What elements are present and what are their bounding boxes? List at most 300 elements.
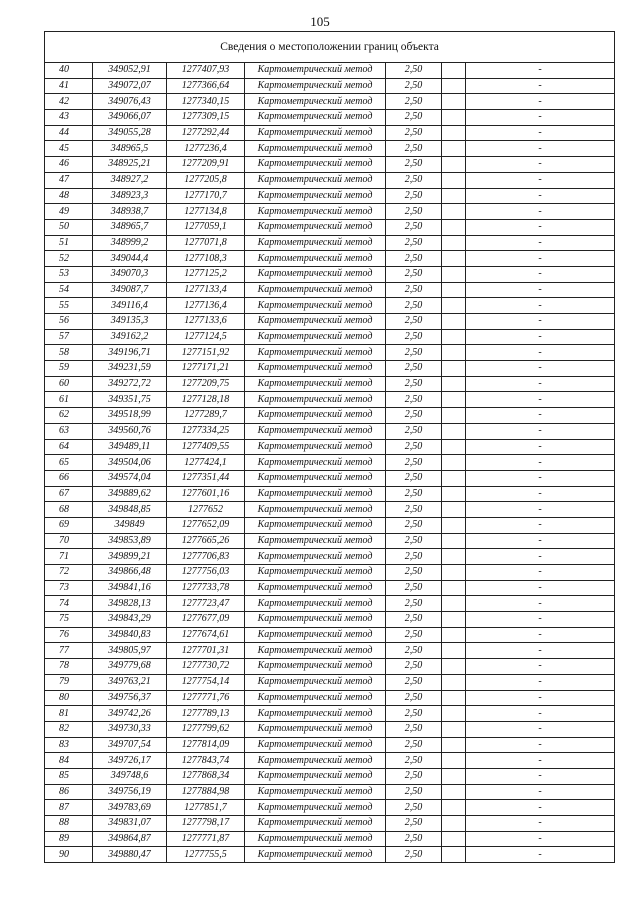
method-cell: Картометрический метод xyxy=(245,78,386,94)
coordinate-y-cell: 1277424,1 xyxy=(167,455,245,471)
method-cell: Картометрический метод xyxy=(245,643,386,659)
coordinate-x-cell: 349560,76 xyxy=(93,423,167,439)
page-number: 105 xyxy=(310,14,330,29)
table-row xyxy=(45,784,615,800)
method-cell: Картометрический метод xyxy=(245,408,386,424)
coordinate-y-cell: 1277756,03 xyxy=(167,565,245,581)
coordinate-x-cell: 348938,7 xyxy=(93,204,167,220)
point-description-cell xyxy=(442,235,466,251)
accuracy-cell: 2,50 xyxy=(386,439,442,455)
note-cell: - xyxy=(466,251,615,267)
coordinate-y-cell: 1277292,44 xyxy=(167,125,245,141)
accuracy-cell: 2,50 xyxy=(386,204,442,220)
table-row xyxy=(45,565,615,581)
point-number-cell: 59 xyxy=(45,361,93,377)
method-cell: Картометрический метод xyxy=(245,565,386,581)
note-cell: - xyxy=(466,612,615,628)
note-cell: - xyxy=(466,361,615,377)
point-number-cell: 86 xyxy=(45,784,93,800)
accuracy-cell: 2,50 xyxy=(386,345,442,361)
table-row xyxy=(45,157,615,173)
coordinate-y-cell: 1277733,78 xyxy=(167,580,245,596)
method-cell: Картометрический метод xyxy=(245,486,386,502)
coordinate-x-cell: 349707,54 xyxy=(93,737,167,753)
note-cell: - xyxy=(466,486,615,502)
method-cell: Картометрический метод xyxy=(245,533,386,549)
note-cell: - xyxy=(466,721,615,737)
accuracy-cell: 2,50 xyxy=(386,533,442,549)
note-cell: - xyxy=(466,800,615,816)
accuracy-cell: 2,50 xyxy=(386,329,442,345)
point-number-cell: 54 xyxy=(45,282,93,298)
table-row xyxy=(45,690,615,706)
method-cell: Картометрический метод xyxy=(245,816,386,832)
point-number-cell: 90 xyxy=(45,847,93,863)
method-cell: Картометрический метод xyxy=(245,800,386,816)
accuracy-cell: 2,50 xyxy=(386,580,442,596)
table-row xyxy=(45,329,615,345)
method-cell: Картометрический метод xyxy=(245,251,386,267)
coordinate-x-cell: 349135,3 xyxy=(93,314,167,330)
note-cell: - xyxy=(466,784,615,800)
table-row xyxy=(45,219,615,235)
coordinate-x-cell: 349116,4 xyxy=(93,298,167,314)
coordinate-y-cell: 1277723,47 xyxy=(167,596,245,612)
table-row xyxy=(45,816,615,832)
point-number-cell: 78 xyxy=(45,659,93,675)
table-row xyxy=(45,831,615,847)
table-row xyxy=(45,94,615,110)
note-cell: - xyxy=(466,314,615,330)
table-title: Сведения о местоположении границ объекта xyxy=(45,32,615,63)
method-cell: Картометрический метод xyxy=(245,753,386,769)
coordinate-y-cell: 1277133,4 xyxy=(167,282,245,298)
method-cell: Картометрический метод xyxy=(245,282,386,298)
coordinate-x-cell: 349055,28 xyxy=(93,125,167,141)
table-row xyxy=(45,78,615,94)
note-cell: - xyxy=(466,690,615,706)
method-cell: Картометрический метод xyxy=(245,204,386,220)
coordinate-x-cell: 349070,3 xyxy=(93,266,167,282)
coordinate-x-cell: 349087,7 xyxy=(93,282,167,298)
coordinate-x-cell: 348999,2 xyxy=(93,235,167,251)
note-cell: - xyxy=(466,125,615,141)
point-number-cell: 66 xyxy=(45,470,93,486)
method-cell: Картометрический метод xyxy=(245,423,386,439)
table-row xyxy=(45,235,615,251)
coordinate-x-cell: 349843,29 xyxy=(93,612,167,628)
method-cell: Картометрический метод xyxy=(245,345,386,361)
point-number-cell: 89 xyxy=(45,831,93,847)
method-cell: Картометрический метод xyxy=(245,831,386,847)
method-cell: Картометрический метод xyxy=(245,141,386,157)
point-description-cell xyxy=(442,800,466,816)
table-row xyxy=(45,423,615,439)
table-row xyxy=(45,549,615,565)
point-number-cell: 68 xyxy=(45,502,93,518)
coordinate-y-cell: 1277236,4 xyxy=(167,141,245,157)
method-cell: Картометрический метод xyxy=(245,157,386,173)
accuracy-cell: 2,50 xyxy=(386,627,442,643)
point-number-cell: 41 xyxy=(45,78,93,94)
coordinate-y-cell: 1277851,7 xyxy=(167,800,245,816)
coordinate-y-cell: 1277209,75 xyxy=(167,376,245,392)
point-number-cell: 76 xyxy=(45,627,93,643)
method-cell: Картометрический метод xyxy=(245,502,386,518)
coordinate-y-cell: 1277652,09 xyxy=(167,517,245,533)
point-description-cell xyxy=(442,188,466,204)
table-row xyxy=(45,439,615,455)
accuracy-cell: 2,50 xyxy=(386,110,442,126)
accuracy-cell: 2,50 xyxy=(386,800,442,816)
coordinate-x-cell: 349351,75 xyxy=(93,392,167,408)
note-cell: - xyxy=(466,816,615,832)
note-cell: - xyxy=(466,517,615,533)
point-description-cell xyxy=(442,78,466,94)
coordinate-x-cell: 349052,91 xyxy=(93,63,167,79)
method-cell: Картометрический метод xyxy=(245,517,386,533)
accuracy-cell: 2,50 xyxy=(386,847,442,863)
table-row xyxy=(45,345,615,361)
note-cell: - xyxy=(466,282,615,298)
point-description-cell xyxy=(442,643,466,659)
coordinate-x-cell: 349756,19 xyxy=(93,784,167,800)
coordinate-x-cell: 349730,33 xyxy=(93,721,167,737)
point-number-cell: 79 xyxy=(45,674,93,690)
point-number-cell: 46 xyxy=(45,157,93,173)
accuracy-cell: 2,50 xyxy=(386,282,442,298)
table-row xyxy=(45,110,615,126)
method-cell: Картометрический метод xyxy=(245,235,386,251)
coordinate-y-cell: 1277340,15 xyxy=(167,94,245,110)
point-description-cell xyxy=(442,172,466,188)
accuracy-cell: 2,50 xyxy=(386,753,442,769)
accuracy-cell: 2,50 xyxy=(386,314,442,330)
coordinate-x-cell: 349076,43 xyxy=(93,94,167,110)
coordinate-y-cell: 1277125,2 xyxy=(167,266,245,282)
note-cell: - xyxy=(466,188,615,204)
accuracy-cell: 2,50 xyxy=(386,721,442,737)
point-number-cell: 47 xyxy=(45,172,93,188)
accuracy-cell: 2,50 xyxy=(386,549,442,565)
method-cell: Картометрический метод xyxy=(245,470,386,486)
point-description-cell xyxy=(442,674,466,690)
accuracy-cell: 2,50 xyxy=(386,392,442,408)
point-number-cell: 85 xyxy=(45,768,93,784)
note-cell: - xyxy=(466,659,615,675)
point-description-cell xyxy=(442,847,466,863)
coordinate-x-cell: 349864,87 xyxy=(93,831,167,847)
coordinate-x-cell: 349763,21 xyxy=(93,674,167,690)
point-description-cell xyxy=(442,282,466,298)
coordinate-y-cell: 1277289,7 xyxy=(167,408,245,424)
accuracy-cell: 2,50 xyxy=(386,251,442,267)
point-number-cell: 61 xyxy=(45,392,93,408)
coordinate-x-cell: 349748,6 xyxy=(93,768,167,784)
point-description-cell xyxy=(442,345,466,361)
table-row xyxy=(45,737,615,753)
note-cell: - xyxy=(466,329,615,345)
coordinate-x-cell: 348965,5 xyxy=(93,141,167,157)
accuracy-cell: 2,50 xyxy=(386,502,442,518)
accuracy-cell: 2,50 xyxy=(386,643,442,659)
method-cell: Картометрический метод xyxy=(245,298,386,314)
note-cell: - xyxy=(466,768,615,784)
note-cell: - xyxy=(466,298,615,314)
coordinate-x-cell: 349504,06 xyxy=(93,455,167,471)
note-cell: - xyxy=(466,502,615,518)
coordinate-x-cell: 349899,21 xyxy=(93,549,167,565)
accuracy-cell: 2,50 xyxy=(386,125,442,141)
point-description-cell xyxy=(442,549,466,565)
coordinate-y-cell: 1277151,92 xyxy=(167,345,245,361)
coordinate-x-cell: 349779,68 xyxy=(93,659,167,675)
point-number-cell: 88 xyxy=(45,816,93,832)
method-cell: Картометрический метод xyxy=(245,172,386,188)
method-cell: Картометрический метод xyxy=(245,768,386,784)
method-cell: Картометрический метод xyxy=(245,392,386,408)
table-row xyxy=(45,612,615,628)
point-description-cell xyxy=(442,455,466,471)
accuracy-cell: 2,50 xyxy=(386,596,442,612)
coordinate-x-cell: 349196,71 xyxy=(93,345,167,361)
method-cell: Картометрический метод xyxy=(245,596,386,612)
accuracy-cell: 2,50 xyxy=(386,408,442,424)
table-row xyxy=(45,533,615,549)
accuracy-cell: 2,50 xyxy=(386,94,442,110)
point-number-cell: 87 xyxy=(45,800,93,816)
point-description-cell xyxy=(442,251,466,267)
coordinate-x-cell: 349066,07 xyxy=(93,110,167,126)
table-row xyxy=(45,282,615,298)
coordinate-x-cell: 349162,2 xyxy=(93,329,167,345)
table-row xyxy=(45,643,615,659)
coordinate-x-cell: 349831,07 xyxy=(93,816,167,832)
point-number-cell: 84 xyxy=(45,753,93,769)
point-description-cell xyxy=(442,470,466,486)
point-number-cell: 77 xyxy=(45,643,93,659)
point-number-cell: 45 xyxy=(45,141,93,157)
coordinate-x-cell: 349742,26 xyxy=(93,706,167,722)
coordinate-y-cell: 1277798,17 xyxy=(167,816,245,832)
coordinate-x-cell: 349866,48 xyxy=(93,565,167,581)
note-cell: - xyxy=(466,392,615,408)
point-description-cell xyxy=(442,612,466,628)
table-row xyxy=(45,768,615,784)
point-number-cell: 75 xyxy=(45,612,93,628)
note-cell: - xyxy=(466,219,615,235)
coordinate-x-cell: 349756,37 xyxy=(93,690,167,706)
point-description-cell xyxy=(442,768,466,784)
point-number-cell: 72 xyxy=(45,565,93,581)
method-cell: Картометрический метод xyxy=(245,674,386,690)
coordinate-x-cell: 349840,83 xyxy=(93,627,167,643)
note-cell: - xyxy=(466,94,615,110)
coordinate-x-cell: 349880,47 xyxy=(93,847,167,863)
table-row xyxy=(45,266,615,282)
point-number-cell: 73 xyxy=(45,580,93,596)
note-cell: - xyxy=(466,847,615,863)
table-row xyxy=(45,502,615,518)
accuracy-cell: 2,50 xyxy=(386,235,442,251)
method-cell: Картометрический метод xyxy=(245,737,386,753)
coordinate-y-cell: 1277843,74 xyxy=(167,753,245,769)
coordinate-y-cell: 1277409,55 xyxy=(167,439,245,455)
point-description-cell xyxy=(442,565,466,581)
point-description-cell xyxy=(442,659,466,675)
point-description-cell xyxy=(442,408,466,424)
note-cell: - xyxy=(466,172,615,188)
point-description-cell xyxy=(442,690,466,706)
accuracy-cell: 2,50 xyxy=(386,188,442,204)
point-description-cell xyxy=(442,737,466,753)
point-description-cell xyxy=(442,753,466,769)
point-description-cell xyxy=(442,423,466,439)
accuracy-cell: 2,50 xyxy=(386,470,442,486)
accuracy-cell: 2,50 xyxy=(386,517,442,533)
table-row xyxy=(45,298,615,314)
table-row xyxy=(45,376,615,392)
coordinate-x-cell: 349828,13 xyxy=(93,596,167,612)
note-cell: - xyxy=(466,565,615,581)
table-row xyxy=(45,172,615,188)
point-number-cell: 42 xyxy=(45,94,93,110)
coordinate-y-cell: 1277884,98 xyxy=(167,784,245,800)
point-description-cell xyxy=(442,266,466,282)
table-row xyxy=(45,627,615,643)
method-cell: Картометрический метод xyxy=(245,706,386,722)
table-row xyxy=(45,314,615,330)
method-cell: Картометрический метод xyxy=(245,125,386,141)
table-row xyxy=(45,392,615,408)
coordinate-y-cell: 1277754,14 xyxy=(167,674,245,690)
point-description-cell xyxy=(442,517,466,533)
note-cell: - xyxy=(466,627,615,643)
point-number-cell: 58 xyxy=(45,345,93,361)
note-cell: - xyxy=(466,78,615,94)
note-cell: - xyxy=(466,737,615,753)
point-description-cell xyxy=(442,627,466,643)
note-cell: - xyxy=(466,470,615,486)
coordinate-y-cell: 1277674,61 xyxy=(167,627,245,643)
method-cell: Картометрический метод xyxy=(245,94,386,110)
note-cell: - xyxy=(466,110,615,126)
table-row xyxy=(45,753,615,769)
note-cell: - xyxy=(466,831,615,847)
note-cell: - xyxy=(466,376,615,392)
note-cell: - xyxy=(466,596,615,612)
coordinate-x-cell: 349574,04 xyxy=(93,470,167,486)
coordinate-y-cell: 1277209,91 xyxy=(167,157,245,173)
note-cell: - xyxy=(466,533,615,549)
point-number-cell: 51 xyxy=(45,235,93,251)
point-number-cell: 67 xyxy=(45,486,93,502)
point-number-cell: 63 xyxy=(45,423,93,439)
note-cell: - xyxy=(466,549,615,565)
point-description-cell xyxy=(442,204,466,220)
point-number-cell: 55 xyxy=(45,298,93,314)
coordinate-x-cell: 348927,2 xyxy=(93,172,167,188)
method-cell: Картометрический метод xyxy=(245,549,386,565)
coordinate-x-cell: 349272,72 xyxy=(93,376,167,392)
point-description-cell xyxy=(442,141,466,157)
coordinate-y-cell: 1277771,76 xyxy=(167,690,245,706)
table-row xyxy=(45,63,615,79)
coordinate-y-cell: 1277601,16 xyxy=(167,486,245,502)
note-cell: - xyxy=(466,141,615,157)
table-row xyxy=(45,721,615,737)
note-cell: - xyxy=(466,345,615,361)
method-cell: Картометрический метод xyxy=(245,784,386,800)
point-number-cell: 69 xyxy=(45,517,93,533)
table-row xyxy=(45,486,615,502)
accuracy-cell: 2,50 xyxy=(386,659,442,675)
coordinate-y-cell: 1277351,44 xyxy=(167,470,245,486)
point-description-cell xyxy=(442,486,466,502)
point-number-cell: 80 xyxy=(45,690,93,706)
note-cell: - xyxy=(466,266,615,282)
accuracy-cell: 2,50 xyxy=(386,455,442,471)
accuracy-cell: 2,50 xyxy=(386,63,442,79)
note-cell: - xyxy=(466,706,615,722)
coordinate-x-cell: 349805,97 xyxy=(93,643,167,659)
point-description-cell xyxy=(442,125,466,141)
note-cell: - xyxy=(466,235,615,251)
table-row xyxy=(45,706,615,722)
point-number-cell: 49 xyxy=(45,204,93,220)
table-row xyxy=(45,141,615,157)
accuracy-cell: 2,50 xyxy=(386,423,442,439)
coordinate-y-cell: 1277730,72 xyxy=(167,659,245,675)
point-number-cell: 52 xyxy=(45,251,93,267)
coordinate-x-cell: 349489,11 xyxy=(93,439,167,455)
coordinate-y-cell: 1277171,21 xyxy=(167,361,245,377)
accuracy-cell: 2,50 xyxy=(386,266,442,282)
accuracy-cell: 2,50 xyxy=(386,486,442,502)
coordinate-y-cell: 1277334,25 xyxy=(167,423,245,439)
method-cell: Картометрический метод xyxy=(245,314,386,330)
coordinate-x-cell: 348923,3 xyxy=(93,188,167,204)
accuracy-cell: 2,50 xyxy=(386,784,442,800)
point-number-cell: 50 xyxy=(45,219,93,235)
point-description-cell xyxy=(442,361,466,377)
coordinate-y-cell: 1277366,64 xyxy=(167,78,245,94)
point-description-cell xyxy=(442,533,466,549)
point-number-cell: 83 xyxy=(45,737,93,753)
note-cell: - xyxy=(466,674,615,690)
coordinate-x-cell: 349044,4 xyxy=(93,251,167,267)
coordinate-y-cell: 1277677,09 xyxy=(167,612,245,628)
table-row xyxy=(45,204,615,220)
table-row xyxy=(45,800,615,816)
coordinate-y-cell: 1277755,5 xyxy=(167,847,245,863)
point-number-cell: 70 xyxy=(45,533,93,549)
accuracy-cell: 2,50 xyxy=(386,298,442,314)
point-number-cell: 64 xyxy=(45,439,93,455)
method-cell: Картометрический метод xyxy=(245,266,386,282)
method-cell: Картометрический метод xyxy=(245,219,386,235)
accuracy-cell: 2,50 xyxy=(386,612,442,628)
coordinate-x-cell: 349231,59 xyxy=(93,361,167,377)
point-number-cell: 44 xyxy=(45,125,93,141)
coordinate-y-cell: 1277771,87 xyxy=(167,831,245,847)
point-number-cell: 48 xyxy=(45,188,93,204)
point-number-cell: 71 xyxy=(45,549,93,565)
note-cell: - xyxy=(466,63,615,79)
method-cell: Картометрический метод xyxy=(245,580,386,596)
coordinate-y-cell: 1277868,34 xyxy=(167,768,245,784)
coordinate-y-cell: 1277059,1 xyxy=(167,219,245,235)
